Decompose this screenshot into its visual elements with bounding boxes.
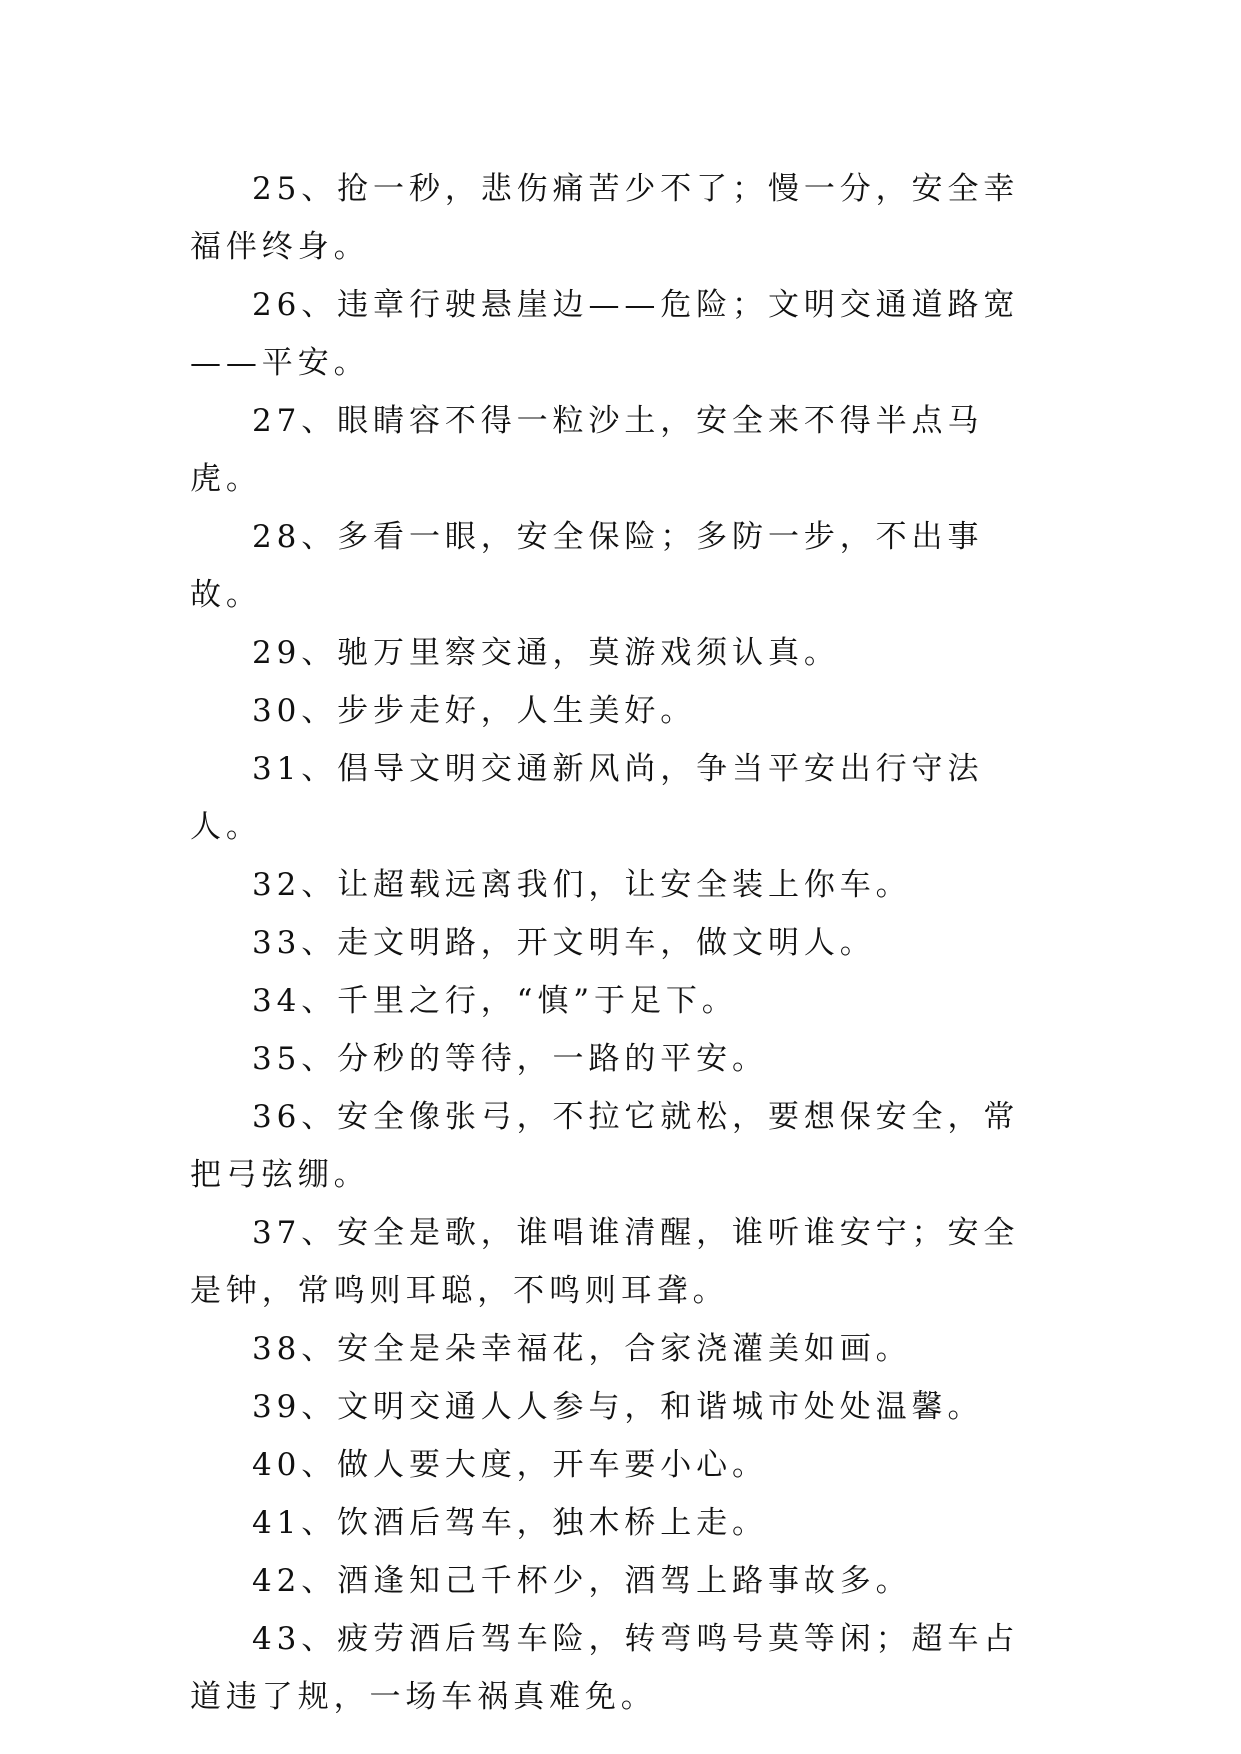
document-body — [190, 160, 1050, 1726]
slogan-paragraph-34: 34、千里之行，“慎”于足下。 — [252, 983, 738, 1019]
slogan-paragraph-39: 39、文明交通人人参与，和谐城市处处温馨。 — [252, 1389, 984, 1425]
slogan-paragraph-41: 41、饮酒后驾车，独木桥上走。 — [252, 1505, 768, 1541]
slogan-paragraph-25: 25、抢一秒，悲伤痛苦少不了；慢一分，安全幸福伴终身。 — [190, 171, 1020, 265]
slogan-paragraph-32: 32、让超载远离我们，让安全装上你车。 — [252, 867, 912, 903]
slogan-paragraph-27: 27、眼睛容不得一粒沙土，安全来不得半点马虎。 — [190, 403, 984, 497]
slogan-paragraph-42: 42、酒逢知己千杯少，酒驾上路事故多。 — [252, 1563, 912, 1599]
slogan-paragraph-28: 28、多看一眼，安全保险；多防一步，不出事故。 — [190, 519, 984, 613]
slogan-paragraph-40: 40、做人要大度，开车要小心。 — [252, 1447, 768, 1483]
slogan-paragraph-30: 30、步步走好，人生美好。 — [252, 693, 697, 729]
slogan-paragraph-37: 37、安全是歌，谁唱谁清醒，谁听谁安宁；安全是钟，常鸣则耳聪，不鸣则耳聋。 — [190, 1215, 1020, 1309]
slogan-paragraph-36: 36、安全像张弓，不拉它就松，要想保安全，常把弓弦绷。 — [190, 1099, 1020, 1193]
slogan-paragraph-26: 26、违章行驶悬崖边——危险；文明交通道路宽——平安。 — [190, 287, 1020, 381]
slogan-paragraph-43: 43、疲劳酒后驾车险，转弯鸣号莫等闲；超车占道违了规，一场车祸真难免。 — [190, 1621, 1020, 1715]
slogan-paragraph-31: 31、倡导文明交通新风尚，争当平安出行守法人。 — [190, 751, 984, 845]
slogan-paragraph-35: 35、分秒的等待，一路的平安。 — [252, 1041, 768, 1077]
slogan-paragraph-29: 29、驰万里察交通，莫游戏须认真。 — [252, 635, 840, 671]
slogan-paragraph-38: 38、安全是朵幸福花，合家浇灌美如画。 — [252, 1331, 912, 1367]
slogan-paragraph-33: 33、走文明路，开文明车，做文明人。 — [252, 925, 876, 961]
